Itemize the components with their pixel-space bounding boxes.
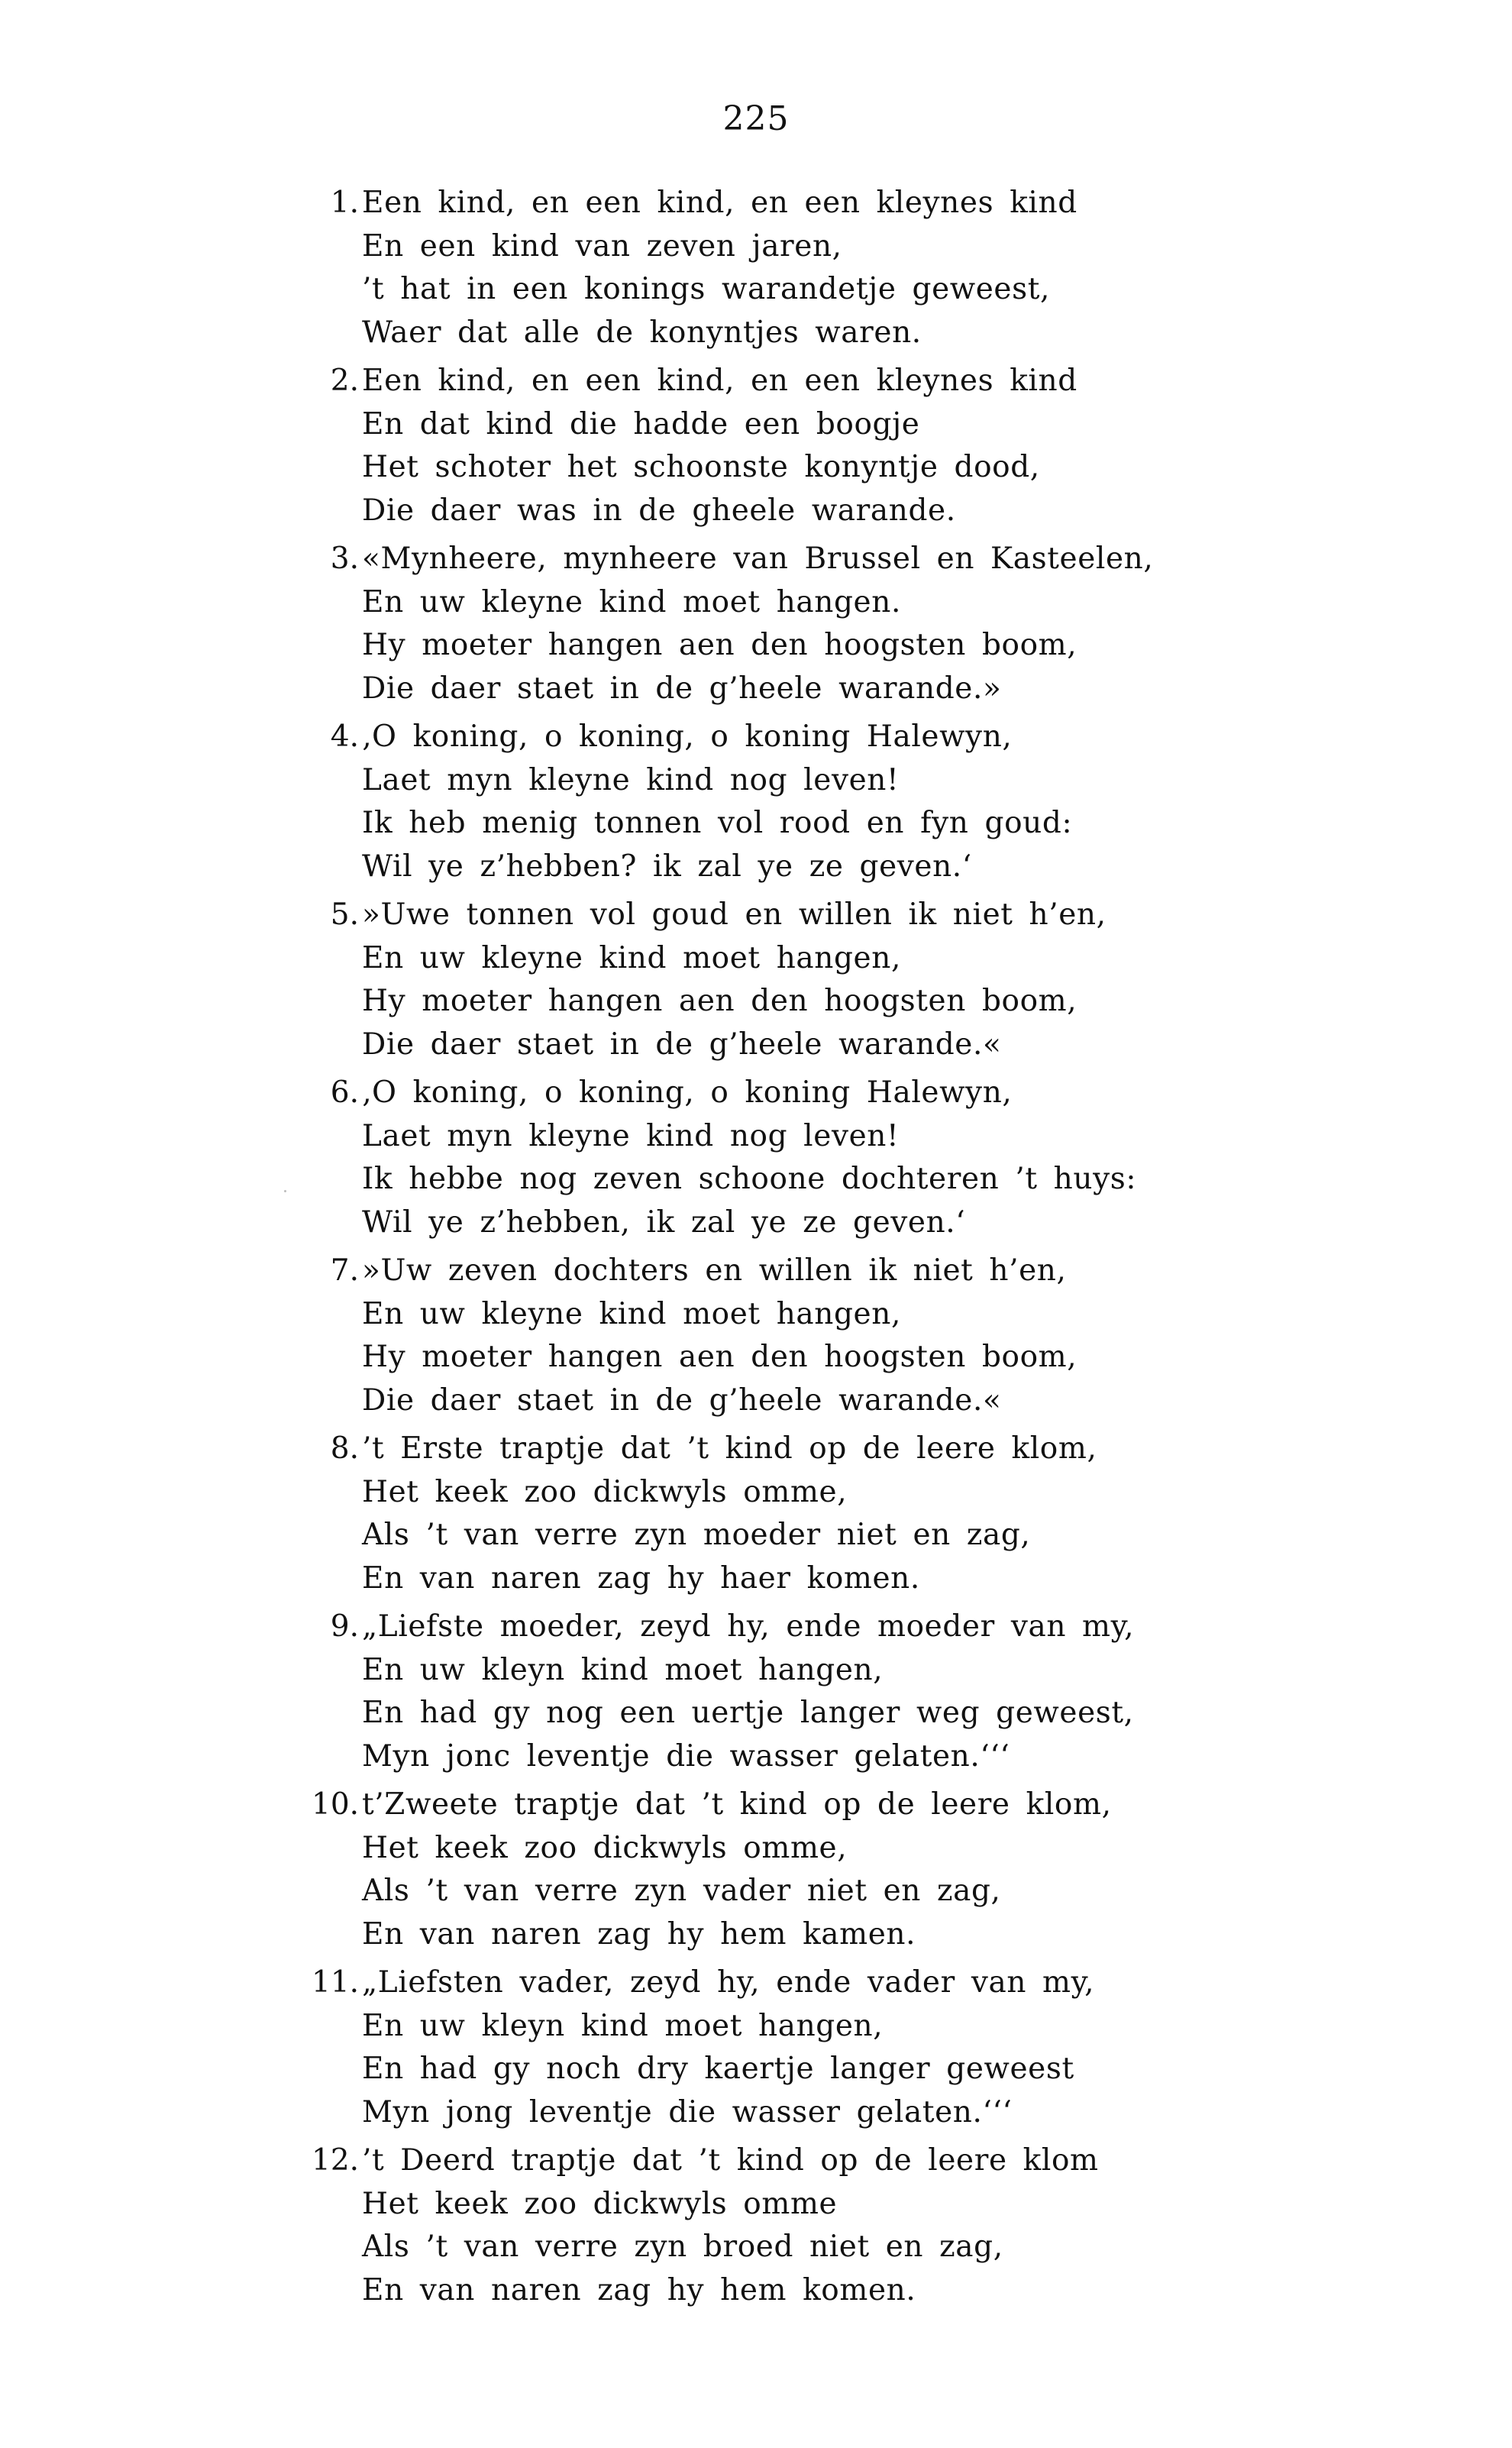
verse-line: En uw kleyne kind moet hangen, [362, 1296, 901, 1331]
verse-line: ’t Erste traptje dat ’t kind op de leere klom, [362, 1431, 1097, 1466]
verse-line: En uw kleyn kind moet hangen, [362, 1652, 884, 1687]
verse-line: En van naren zag hy hem komen. [362, 2272, 916, 2307]
stanza [312, 1428, 1228, 1606]
stanza [312, 894, 1228, 1072]
verse-line: En had gy nog een uertje langer weg geweest, [362, 1696, 1134, 1730]
verse-line: Een kind, en een kind, en een kleynes kind [362, 186, 1077, 220]
page-number: 225 [722, 99, 790, 138]
stanza [312, 1961, 1228, 2139]
stanza-number: 5. [330, 897, 359, 932]
verse-line: En uw kleyne kind moet hangen, [362, 940, 901, 975]
verse-line: ‚O koning, o koning, o koning Halewyn, [362, 1075, 1013, 1110]
stanza [312, 2139, 1228, 2317]
verse-line: ’t Deerd traptje dat ’t kind op de leere klom [362, 2143, 1099, 2178]
stanza-lines [362, 538, 1225, 710]
stanza-lines [362, 2139, 1225, 2312]
verse-line: Als ’t van verre zyn moeder niet en zag, [362, 1518, 1031, 1552]
verse-line: Ik heb menig tonnen vol rood en fyn goud: [362, 806, 1073, 840]
verse-line: «Mynheere, mynheere van Brussel en Kasteelen, [362, 542, 1154, 576]
verse-line: Wil ye z’hebben? ik zal ye ze geven.‘ [362, 849, 972, 884]
stanza [312, 538, 1228, 716]
verse-line: Myn jonc leventje die wasser gelaten.‘‘‘ [362, 1738, 1010, 1774]
stanza-number: 8. [330, 1431, 359, 1466]
verse-line: Het keek zoo dickwyls omme, [362, 1474, 848, 1509]
stanza-lines [362, 1961, 1225, 2134]
stanza-lines [362, 716, 1225, 888]
stanza-number: 4. [330, 720, 359, 754]
verse-line: Myn jong leventje die wasser gelaten.‘‘‘ [362, 2094, 1013, 2129]
stanza-lines [362, 1250, 1225, 1422]
verse-line: Waer dat alle de konyntjes waren. [362, 315, 922, 350]
stanza-lines [362, 360, 1225, 532]
stanza-lines [362, 894, 1225, 1066]
stanza [312, 1072, 1228, 1250]
verse-line: »Uw zeven dochters en willen ik niet h’en, [362, 1253, 1067, 1288]
verse-line: En uw kleyn kind moet hangen, [362, 2008, 884, 2043]
verse-line: Het keek zoo dickwyls omme [362, 2186, 838, 2221]
stanza [312, 182, 1228, 360]
verse-line: Wil ye z’hebben, ik zal ye ze geven.‘ [362, 1205, 966, 1240]
verse-line: Hy moeter hangen aen den hoogsten boom, [362, 1340, 1077, 1374]
stanza-number: 9. [330, 1609, 359, 1644]
verse-line: Als ’t van verre zyn broed niet en zag, [362, 2230, 1003, 2264]
paper-speck [284, 1190, 286, 1192]
verse-line: Die daer staet in de g’heele warande.« [362, 1027, 1002, 1062]
stanza-lines [362, 1428, 1225, 1600]
stanza-number: 6. [330, 1075, 359, 1110]
stanza-lines [362, 1606, 1225, 1778]
verse-line: Die daer staet in de g’heele warande.» [362, 671, 1002, 706]
verse-line: Hy moeter hangen aen den hoogsten boom, [362, 628, 1077, 662]
verse-line: Die daer staet in de g’heele warande.« [362, 1382, 1002, 1418]
verse-line: En een kind van zeven jaren, [362, 228, 842, 264]
stanza [312, 1250, 1228, 1428]
stanza-number: 3. [330, 542, 359, 576]
verse-line: ’t hat in een konings warandetje geweest, [362, 272, 1050, 306]
stanza [312, 1606, 1228, 1783]
verse-line: En van naren zag hy haer komen. [362, 1560, 920, 1596]
verse-line: „Liefste moeder, zeyd hy, ende moeder van my, [362, 1609, 1135, 1644]
stanza-number: 11. [312, 1965, 360, 2000]
verse-line: »Uwe tonnen vol goud en willen ik niet h’en, [362, 897, 1107, 932]
stanza-number: 12. [312, 2143, 360, 2178]
stanza-number: 10. [312, 1787, 360, 1822]
stanza [312, 360, 1228, 538]
stanza-lines [362, 1072, 1225, 1244]
verse-line: En had gy noch dry kaertje langer geweest [362, 2052, 1074, 2086]
verse-line: En uw kleyne kind moet hangen. [362, 584, 901, 619]
stanza-number: 2. [330, 364, 359, 398]
verse-line: Hy moeter hangen aen den hoogsten boom, [362, 984, 1077, 1018]
verse-line: En dat kind die hadde een boogje [362, 406, 920, 441]
stanza-number: 1. [330, 186, 359, 220]
verse-line: Ik hebbe nog zeven schoone dochteren ’t huys: [362, 1162, 1137, 1196]
poem-body [312, 182, 1228, 2317]
stanza [312, 1783, 1228, 1961]
verse-line: ‚O koning, o koning, o koning Halewyn, [362, 720, 1013, 754]
stanza [312, 716, 1228, 894]
stanza-lines [362, 182, 1225, 354]
verse-line: Laet myn kleyne kind nog leven! [362, 762, 900, 797]
verse-line: Een kind, en een kind, en een kleynes kind [362, 364, 1077, 398]
verse-line: En van naren zag hy hem kamen. [362, 1916, 916, 1952]
verse-line: Het schoter het schoonste konyntje dood, [362, 450, 1040, 484]
verse-line: Die daer was in de gheele warande. [362, 493, 956, 528]
verse-line: t’Zweete traptje dat ’t kind op de leere klom, [362, 1787, 1112, 1822]
verse-line: Laet myn kleyne kind nog leven! [362, 1118, 900, 1153]
verse-line: Als ’t van verre zyn vader niet en zag, [362, 1874, 1001, 1908]
stanza-lines [362, 1783, 1225, 1956]
stanza-number: 7. [330, 1253, 359, 1288]
verse-line: „Liefsten vader, zeyd hy, ende vader van my, [362, 1965, 1095, 2000]
verse-line: Het keek zoo dickwyls omme, [362, 1830, 848, 1865]
